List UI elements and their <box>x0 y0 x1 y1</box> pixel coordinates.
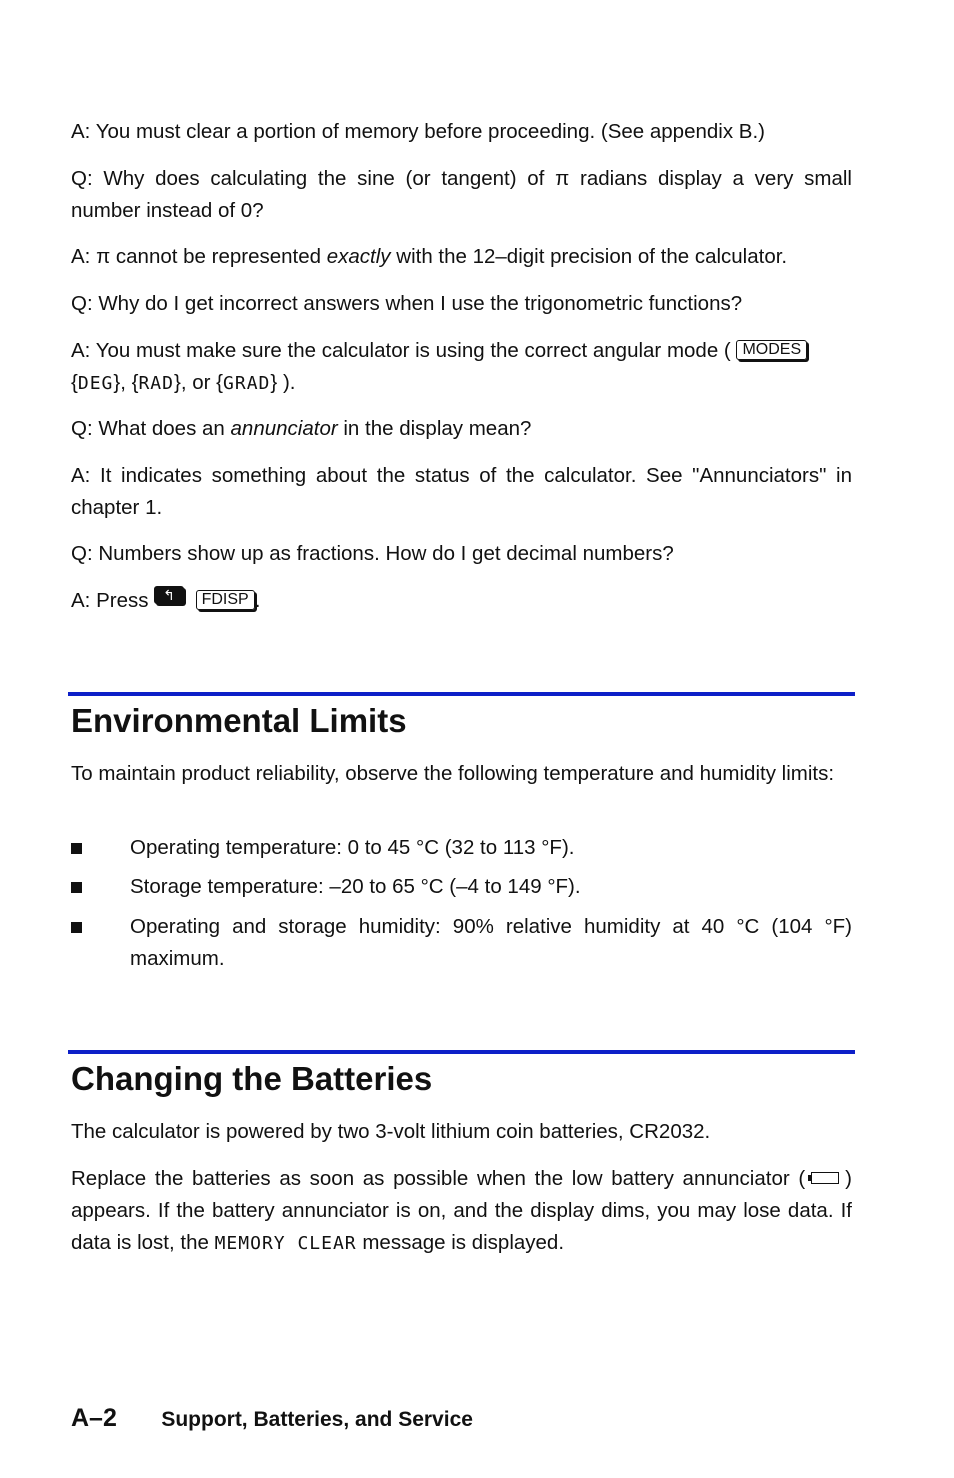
text-run: Q: What does an <box>71 417 231 440</box>
section-heading-changing-batteries: Changing the Batteries <box>71 1060 433 1097</box>
text-run: ). <box>277 371 296 394</box>
faq-answer-5 <box>71 585 852 617</box>
faq-question-2: Q: Why does calculating the sine (or tangent) of π radians display a very small number instead of 0? <box>71 167 852 222</box>
text-run: . <box>254 589 261 612</box>
emphasis-text: annunciator <box>230 417 338 440</box>
text-run: Replace the batteries as soon as possible when the low battery annunciator ( <box>71 1167 806 1190</box>
environmental-intro: To maintain product reliability, observe the following temperature and humidity limits: <box>71 762 835 785</box>
bullet-icon <box>71 922 82 933</box>
battery-icon <box>811 1172 839 1184</box>
text-run: A: Press <box>71 589 155 612</box>
emphasis-text: exactly <box>326 245 391 268</box>
list-item-text: Storage temperature: –20 to 65 °C (–4 to 149 °F). <box>130 875 581 898</box>
page-footer <box>71 1404 473 1433</box>
text-run: A: You must make sure the calculator is using the correct angular mode ( <box>71 339 737 362</box>
section-rule <box>68 692 855 696</box>
faq-answer-4: A: It indicates something about the status of the calculator. See "Annunciators" in chapter 1. <box>71 464 852 519</box>
shift-left-icon: ↰ <box>154 586 184 604</box>
memory-clear-message: MEMORY CLEAR <box>214 1233 357 1254</box>
menu-option-rad: RAD <box>138 373 174 394</box>
fdisp-key: FDISP <box>196 590 255 610</box>
batteries-paragraph-2 <box>71 1163 852 1260</box>
page-number: A–2 <box>71 1404 117 1432</box>
faq-question-5: Q: Numbers show up as fractions. How do I get decimal numbers? <box>71 542 674 565</box>
faq-question-4 <box>71 413 852 445</box>
faq-answer-1: A: You must clear a portion of memory before proceeding. (See appendix B.) <box>71 120 765 143</box>
list-item-text: Operating temperature: 0 to 45 °C (32 to 113 °F). <box>130 836 575 859</box>
footer-section-title: Support, Batteries, and Service <box>161 1408 473 1431</box>
text-run: , or <box>180 371 217 394</box>
menu-option-grad: GRAD <box>223 373 271 394</box>
text-run: A: π cannot be represented <box>71 245 327 268</box>
faq-question-3: Q: Why do I get incorrect answers when I use the trigonometric functions? <box>71 292 743 315</box>
section-heading-environmental-limits: Environmental Limits <box>71 702 407 739</box>
text-run: message is displayed. <box>356 1231 565 1254</box>
modes-key: MODES <box>736 340 807 360</box>
faq-answer-3: A: You must make sure the calculator is using the correct angular mode ( MODES {DEG}, {RAD}, or {GRAD} ). <box>71 335 852 400</box>
menu-option-deg: DEG <box>77 373 114 394</box>
text-run: with the 12–digit precision of the calculator. <box>390 245 788 268</box>
text-run: in the display mean? <box>337 417 532 440</box>
bullet-icon <box>71 843 82 854</box>
bullet-icon <box>71 882 82 893</box>
faq-answer-2 <box>71 241 852 273</box>
batteries-paragraph-1: The calculator is powered by two 3-volt lithium coin batteries, CR2032. <box>71 1120 711 1143</box>
list-item-text: Operating and storage humidity: 90% relative humidity at 40 °C (104 °F) maximum. <box>130 915 852 970</box>
text-run: ) appears. If the battery annunciator is on, and the display dims, you may lose data. If data is lost, the <box>71 1167 852 1254</box>
section-rule <box>68 1050 855 1054</box>
